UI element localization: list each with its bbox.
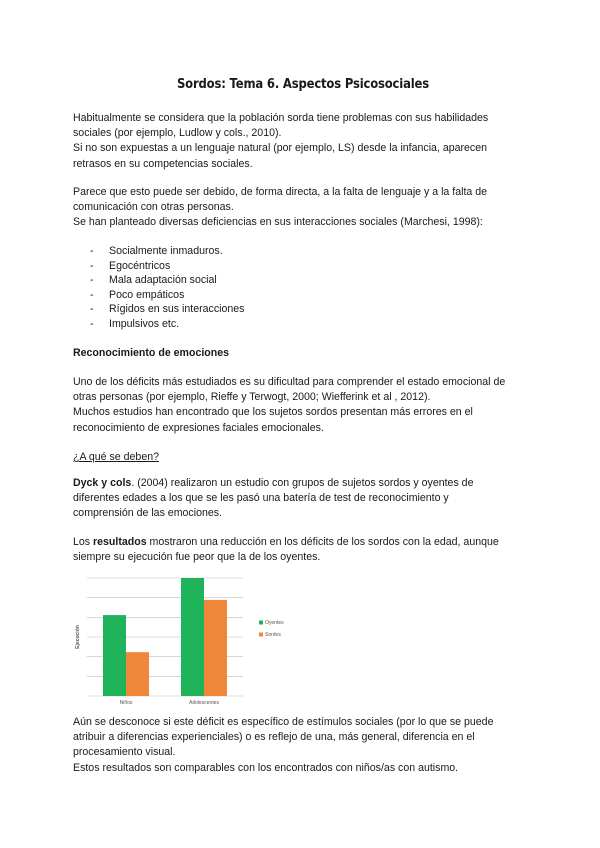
paragraph-study: Dyck y cols. (2004) realizaron un estudio con grupos de sujetos sordos y oyentes de diferentes edades a los que se les pasó una batería de test de reconocimiento y comprensión de las emociones. xyxy=(73,477,474,520)
legend-swatch xyxy=(259,621,263,625)
author-citation: Dyck y cols xyxy=(73,477,132,489)
legend-label: Oyentes xyxy=(265,620,284,626)
text-line: sociales (por ejemplo, Ludlow y cols., 2010). xyxy=(73,127,282,140)
text-line: Habitualmente se considera que la población sorda tiene problemas con sus habilidades xyxy=(73,112,489,124)
text-line: comunicación con otras personas. xyxy=(73,201,234,214)
text-line: Se han planteado diversas deficiencias en sus interacciones sociales (Marchesi, 1998): xyxy=(73,216,483,229)
text-line: otras personas (por ejemplo, Rieffe y Terwogt, 2000; Wiefferink et al , 2012). xyxy=(73,391,431,404)
text-line: siempre su ejecución fue peor que la de los oyentes. xyxy=(73,551,321,564)
text-line: atribuir a diferencias experienciales) o es reflejo de una, más general, diferencia en el xyxy=(73,731,475,744)
bar-sordos-1 xyxy=(204,600,227,696)
legend-swatch xyxy=(259,633,263,637)
paragraph-emotions xyxy=(73,375,533,436)
bar-sordos-0 xyxy=(126,652,149,696)
text-line: retrasos en su competencias sociales. xyxy=(73,157,253,170)
x-tick-label: Adolescentes xyxy=(188,700,220,706)
paragraph-causes xyxy=(73,185,533,231)
text-line: Aún se desconoce si este déficit es específico de estímulos sociales (por lo que se puede xyxy=(73,716,494,728)
list-bullet: - xyxy=(90,288,94,301)
list-item: - Poco empáticos xyxy=(90,288,185,301)
deficiencies-list xyxy=(73,244,244,332)
list-bullet: - xyxy=(90,274,94,287)
text-line: Muchos estudios han encontrado que los sujetos sordos presentan más errores en el xyxy=(73,406,473,419)
list-bullet: - xyxy=(90,317,94,330)
x-tick-label: Niños xyxy=(119,700,133,706)
text-line: diferentes edades a los que se les pasó una batería de test de reconocimiento y xyxy=(73,492,449,505)
text-line: procesamiento visual. xyxy=(73,746,176,759)
bar-oyentes-0 xyxy=(103,615,126,696)
results-keyword: resultados xyxy=(93,536,147,548)
paragraph-intro xyxy=(73,111,533,172)
text-line: comprensión de las emociones. xyxy=(73,507,222,520)
list-item: - Mala adaptación social xyxy=(90,274,217,287)
list-item: - Egocéntricos xyxy=(90,259,171,272)
text-line: Si no son expuestas a un lenguaje natural (por ejemplo, LS) desde la infancia, aparecen xyxy=(73,142,488,155)
text-line: reconocimiento de expresiones faciales emocionales. xyxy=(73,421,324,434)
bar-oyentes-1 xyxy=(181,578,204,696)
list-item: - Rígidos en sus interacciones xyxy=(90,303,245,316)
legend-label: Sordos xyxy=(265,632,281,638)
text-line: Estos resultados son comparables con los encontrados con niños/as con autismo. xyxy=(73,761,459,774)
paragraph-results: Los resultados mostraron una reducción en los déficits de los sordos con la edad, aunque siempre su ejecución fue peor que la de los oyentes. xyxy=(73,536,499,564)
list-bullet: - xyxy=(90,245,94,257)
list-bullet: - xyxy=(90,303,94,316)
text-line: Parece que esto puede ser debido, de forma directa, a la falta de lenguaje y a la falta de xyxy=(73,186,488,198)
section-heading: Reconocimiento de emociones xyxy=(73,347,229,359)
list-item: - Impulsivos etc. xyxy=(90,317,180,330)
text-line: Uno de los déficits más estudiados es su dificultad para comprender el estado emocional de xyxy=(73,376,506,388)
page-title: Sordos: Tema 6. Aspectos Psicosociales xyxy=(176,76,430,92)
list-item: - Socialmente inmaduros. xyxy=(90,245,223,257)
question-heading: ¿A qué se deben? xyxy=(73,451,159,463)
list-bullet: - xyxy=(90,259,94,272)
y-axis-label: Ejecución xyxy=(75,625,81,649)
results-bar-chart xyxy=(73,572,303,707)
paragraph-conclusion xyxy=(73,715,533,776)
